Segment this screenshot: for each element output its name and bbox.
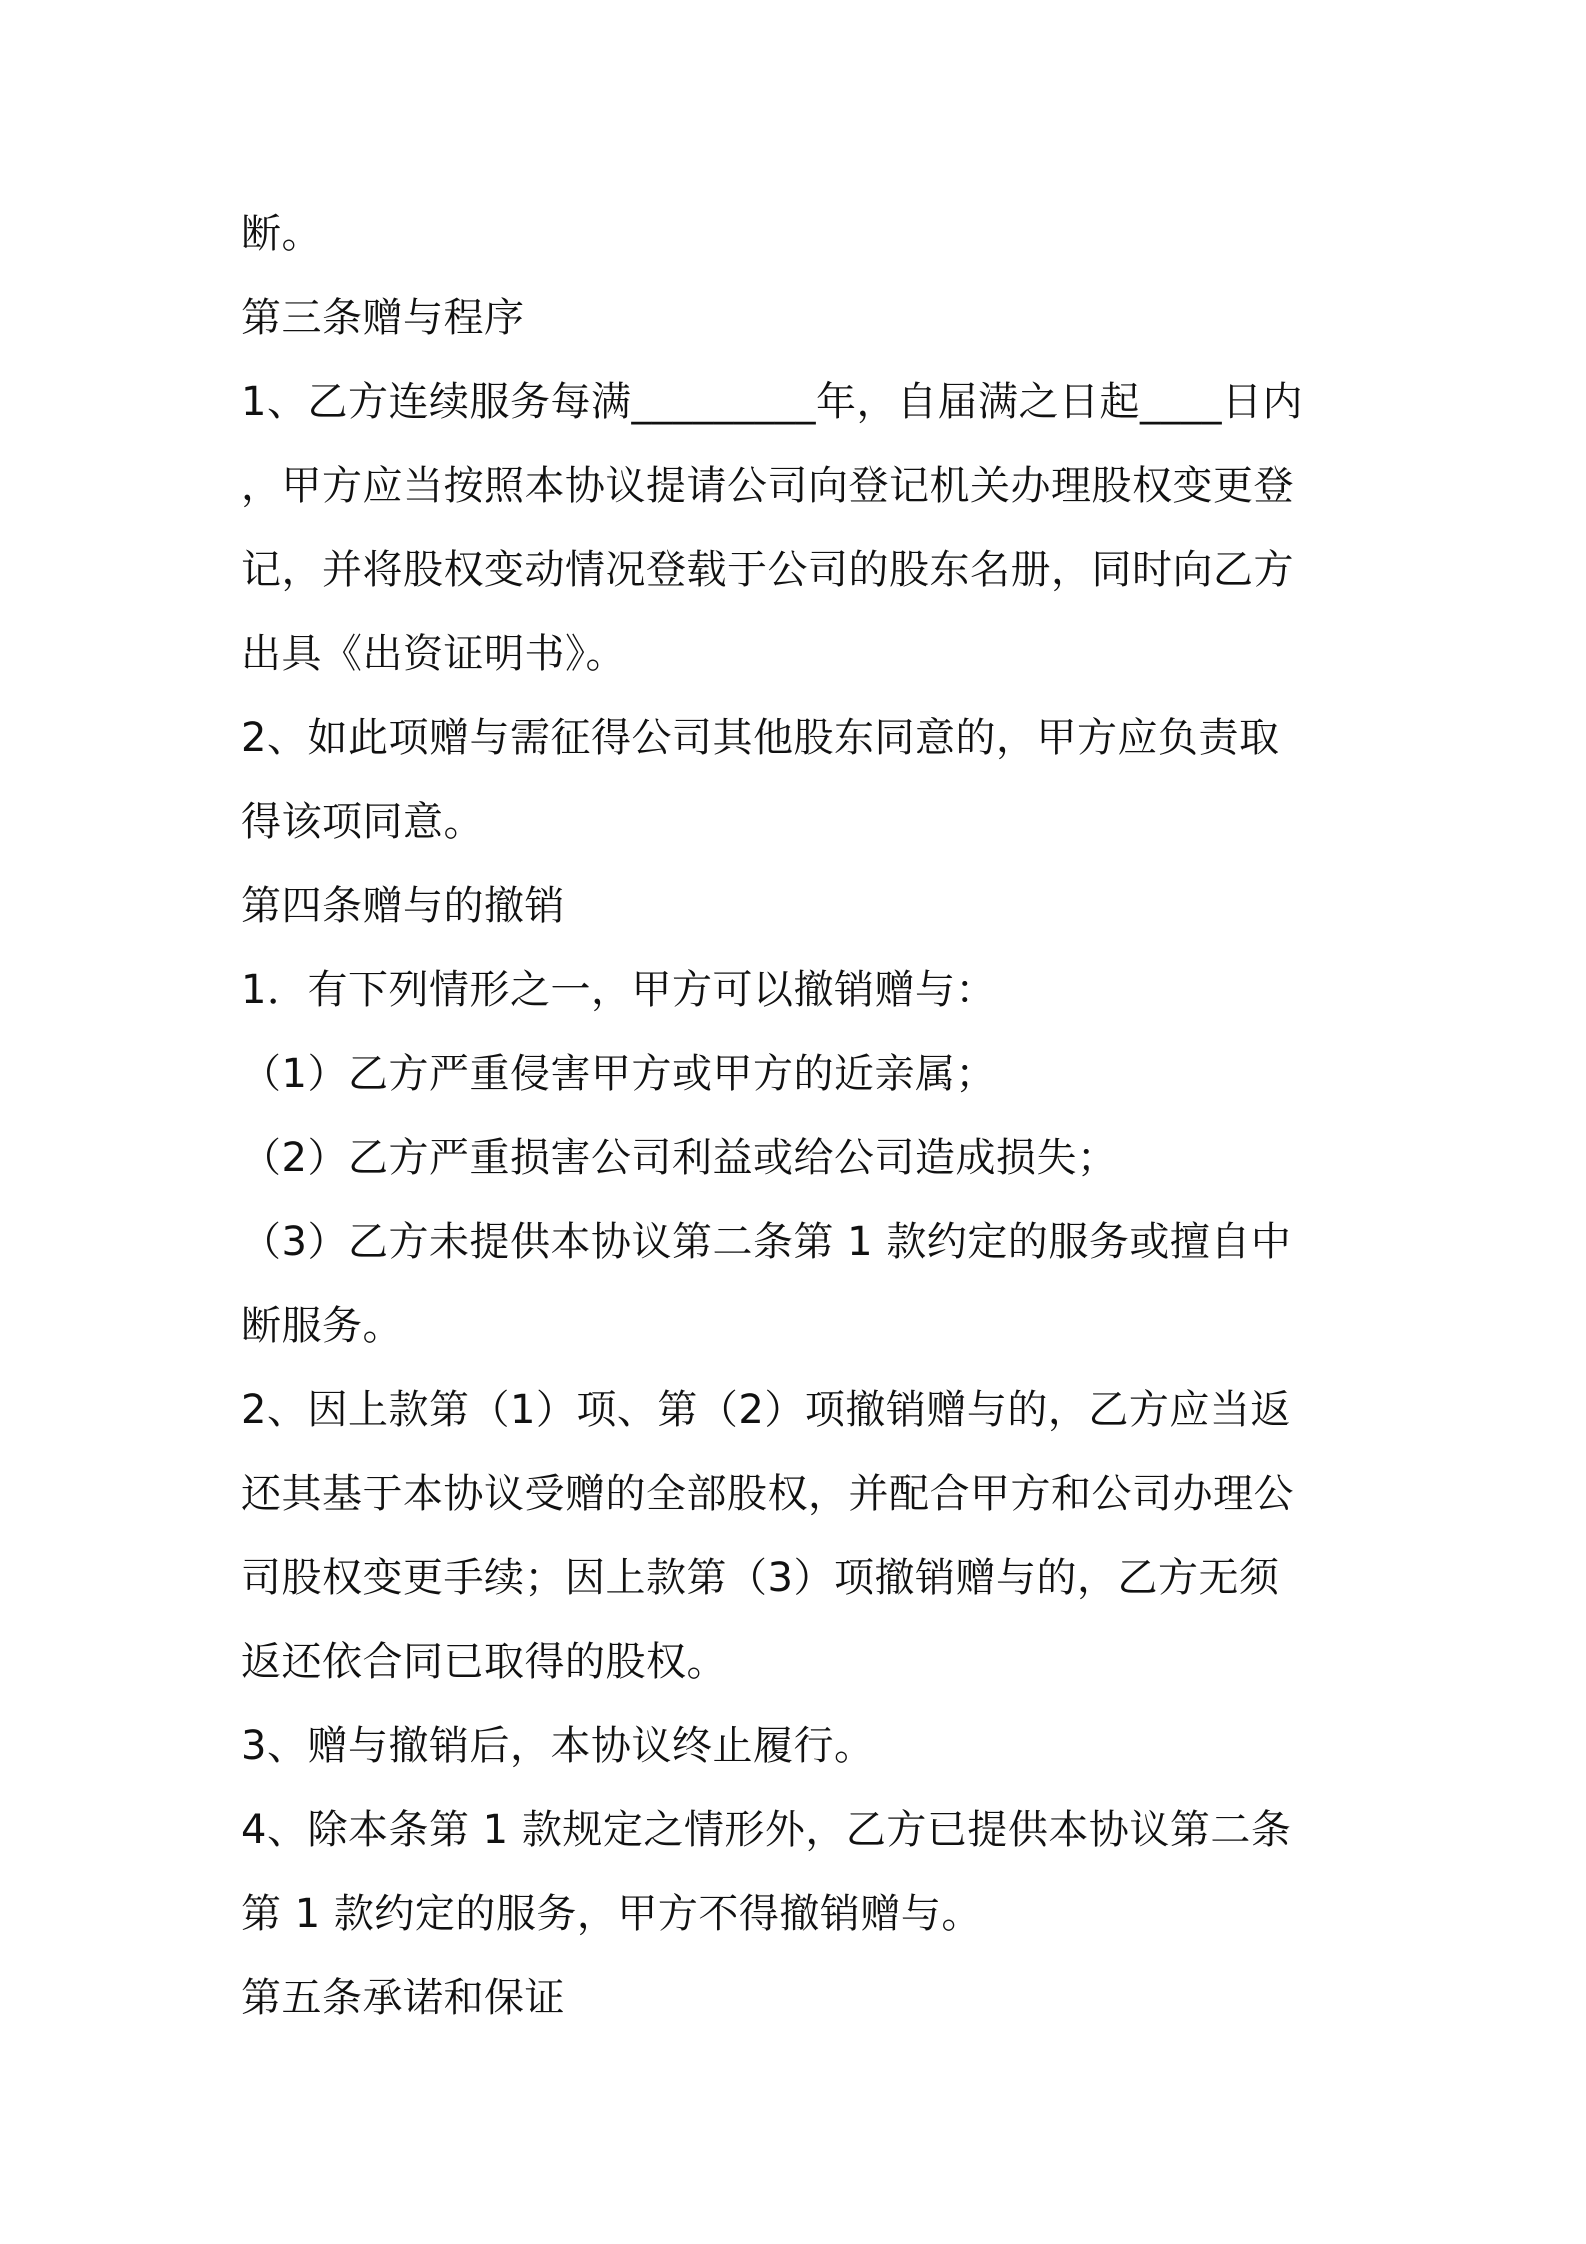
- text-line: 得该项同意。: [241, 799, 484, 845]
- text-line: 返还依合同已取得的股权。: [241, 1639, 727, 1685]
- document-body: [241, 192, 1361, 2040]
- text-line: 4、除本条第 1 款规定之情形外，乙方已提供本协议第二条: [241, 1807, 1292, 1853]
- text-line: （1）乙方严重侵害甲方或甲方的近亲属；: [241, 1051, 996, 1097]
- section-heading: 第四条赠与的撤销: [241, 883, 565, 929]
- text-line: 3、赠与撤销后，本协议终止履行。: [241, 1723, 875, 1769]
- section-heading: 第五条承诺和保证: [241, 1975, 565, 2021]
- text-line: 1．有下列情形之一，甲方可以撤销赠与：: [241, 967, 996, 1013]
- text-line: 第 1 款约定的服务，甲方不得撤销赠与。: [241, 1891, 982, 1937]
- text-line: （2）乙方严重损害公司利益或给公司造成损失；: [241, 1135, 1118, 1181]
- text-line: 司股权变更手续；因上款第（3）项撤销赠与的，乙方无须: [241, 1555, 1280, 1601]
- text-line: 1、乙方连续服务每满_________年，自届满之日起____日内: [241, 379, 1303, 425]
- text-line: 2、因上款第（1）项、第（2）项撤销赠与的，乙方应当返: [241, 1387, 1291, 1433]
- text-line: 记，并将股权变动情况登载于公司的股东名册，同时向乙方: [241, 547, 1294, 593]
- text-line: ，甲方应当按照本协议提请公司向登记机关办理股权变更登: [241, 463, 1294, 509]
- text-line: 断。: [241, 211, 322, 257]
- text-line: 还其基于本协议受赠的全部股权，并配合甲方和公司办理公: [241, 1471, 1294, 1517]
- text-line: 断服务。: [241, 1303, 403, 1349]
- text-line: （3）乙方未提供本协议第二条第 1 款约定的服务或擅自中: [241, 1219, 1292, 1265]
- text-line: 出具《出资证明书》。: [241, 631, 626, 677]
- text-line: 2、如此项赠与需征得公司其他股东同意的，甲方应负责取: [241, 715, 1280, 761]
- section-heading: 第三条赠与程序: [241, 295, 525, 341]
